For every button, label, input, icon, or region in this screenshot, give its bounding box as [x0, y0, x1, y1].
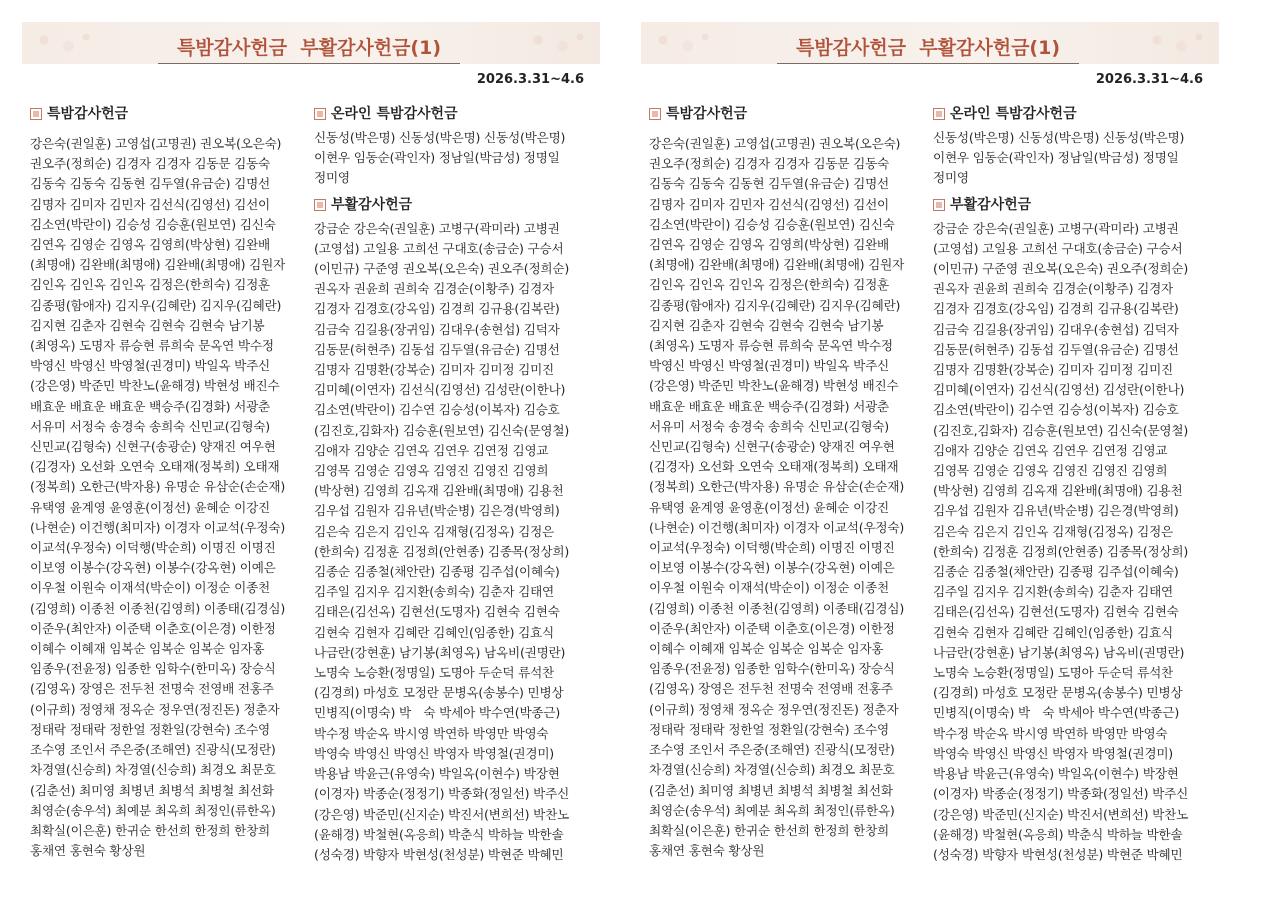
square-bullet-icon [314, 199, 326, 211]
section-heading [933, 195, 1205, 215]
square-bullet-icon [30, 108, 42, 120]
section-heading-label: 부활감사헌금 [331, 196, 413, 213]
section-heading [314, 104, 586, 124]
title-underline [777, 63, 1079, 64]
section-heading-label: 온라인 특밤감사헌금 [950, 106, 1077, 122]
section-heading-label: 온라인 특밤감사헌금 [331, 106, 458, 122]
column-special-night [649, 104, 921, 861]
title-underline [158, 63, 460, 64]
date-range: 2026.3.31~4.6 [1095, 72, 1203, 87]
page-left [18, 0, 618, 909]
donor-list: 강금순 강은숙(권일훈) 고병구(곽미라) 고병권 (고영섭) 고일용 고희선 구대호(송금순) 구승서 (이민규) 구준영 권오복(오은숙) 권오주(정희순) 권옥자 권윤희 권희숙 김경순(이황주) 김경자 김경자 김경호(강옥임) 김경희 김규용(김복란) 김금숙 김길용(장귀임) 김대우(송현섭) 김덕자 김동문(허현주) 김동섭 김두열(유금순) 김명선 김명자 김명환(강복순) 김미자 김미정 김미진 김미혜(이연자) 김선식(김영선) 김성란(이한나) 김소연(박란이) 김수연 김승성(이복자) 김승호 (김진호,김화자) 김승훈(원보연) 김신숙(문영철) 김애자 김양순 김연옥 김연우 김연정 김영교 김영목 김영순 김영옥 김영진 김영진 김영희 (박상현) 김영희 김옥재 김완배(최명애) 김용천 김우섭 김원자 김유년(박순병) 김은경(박영희) 김은숙 김은지 김인옥 김재형(김정옥) 김정은 (한희숙) 김정훈 김정희(안현종) 김종목(정상희) 김종순 김종철(채안란) 김종평 김주섭(이혜숙) 김주일 김지우 김지환(송희숙) 김춘자 김태연 김태은(김선옥) 김현선(도명자) 김현숙 김현숙 김현숙 김현자 김혜란 김혜인(임종한) 김효식 나금란(강현훈) 남기봉(최영옥) 남옥비(권명란) 노명숙 노승환(정명일) 도명아 두순덕 류석찬 (김경희) 마성호 모정란 문병옥(송봉수) 민병상 민병직(이명숙) 박 숙 박세아 박수연(박종근) 박수정 박순옥 박시영 박연하 박영만 박영숙 박영숙 박영신 박영신 박영자 박영철(권경미) 박용남 박윤근(유영숙) 박일옥(이현수) 박장현 (이경자) 박종순(정정기) 박종화(정일선) 박주신 (강은영) 박준민(신지순) 박진서(변희선) 박찬노 (윤해경) 박철현(옥응희) 박춘식 박하늘 박한솔 (성숙경) 박향자 박현성(천성분) 박현준 박혜민 [314, 220, 570, 862]
section-heading [314, 195, 586, 215]
donor-list: 강금순 강은숙(권일훈) 고병구(곽미라) 고병권 (고영섭) 고일용 고희선 구대호(송금순) 구승서 (이민규) 구준영 권오복(오은숙) 권오주(정희순) 권옥자 권윤희 권희숙 김경순(이황주) 김경자 김경자 김경호(강옥임) 김경희 김규용(김복란) 김금숙 김길용(장귀임) 김대우(송현섭) 김덕자 김동문(허현주) 김동섭 김두열(유금순) 김명선 김명자 김명환(강복순) 김미자 김미정 김미진 김미혜(이연자) 김선식(김영선) 김성란(이한나) 김소연(박란이) 김수연 김승성(이복자) 김승호 (김진호,김화자) 김승훈(원보연) 김신숙(문영철) 김애자 김양순 김연옥 김연우 김연정 김영교 김영목 김영순 김영옥 김영진 김영진 김영희 (박상현) 김영희 김옥재 김완배(최명애) 김용천 김우섭 김원자 김유년(박순병) 김은경(박영희) 김은숙 김은지 김인옥 김재형(김정옥) 김정은 (한희숙) 김정훈 김정희(안현종) 김종목(정상희) 김종순 김종철(채안란) 김종평 김주섭(이혜숙) 김주일 김지우 김지환(송희숙) 김춘자 김태연 김태은(김선옥) 김현선(도명자) 김현숙 김현숙 김현숙 김현자 김혜란 김혜인(임종한) 김효식 나금란(강현훈) 남기봉(최영옥) 남옥비(권명란) 노명숙 노승환(정명일) 도명아 두순덕 류석찬 (김경희) 마성호 모정란 문병옥(송봉수) 민병상 민병직(이명숙) 박 숙 박세아 박수연(박종근) 박수정 박순옥 박시영 박연하 박영만 박영숙 박영숙 박영신 박영신 박영자 박영철(권경미) 박용남 박윤근(유영숙) 박일옥(이현수) 박장현 (이경자) 박종순(정정기) 박종화(정일선) 박주신 (강은영) 박준민(신지순) 박진서(변희선) 박찬노 (윤해경) 박철현(옥응희) 박춘식 박하늘 박한솔 (성숙경) 박향자 박현성(천성분) 박현준 박혜민 [933, 220, 1189, 862]
page-right [637, 0, 1237, 909]
column-special-night [30, 104, 302, 861]
column-online-resurrection [933, 104, 1205, 865]
square-bullet-icon [933, 199, 945, 211]
donor-list: 신동성(박은명) 신동성(박은명) 신동성(박은명) 이현우 임동순(곽인자) 정남일(박금성) 정명일 정미영 [314, 130, 566, 186]
square-bullet-icon [933, 108, 945, 120]
section-heading-label: 부활감사헌금 [950, 196, 1032, 213]
donor-list: 신동성(박은명) 신동성(박은명) 신동성(박은명) 이현우 임동순(곽인자) 정남일(박금성) 정명일 정미영 [933, 130, 1185, 186]
square-bullet-icon [314, 108, 326, 120]
donor-list: 강은숙(권일훈) 고영섭(고명권) 권오복(오은숙) 권오주(정희순) 김경자 김경자 김동문 김동숙 김동숙 김동숙 김동현 김두열(유금순) 김명선 김명자 김미자 김민자 김선식(김영선) 김선이 김소연(박란이) 김승성 김승훈(원보연) 김신숙 김연옥 김영순 김영옥 김영희(박상현) 김완배 (최명애) 김완배(최명애) 김완배(최명애) 김원자 김인옥 김인옥 김인옥 김정은(한희숙) 김정훈 김종평(함애자) 김지우(김혜란) 김지우(김혜란) 김지현 김춘자 김현숙 김현숙 김현숙 남기봉 (최영옥) 도명자 류승현 류희숙 문옥연 박수정 박영신 박영신 박영철(권경미) 박일옥 박주신 (강은영) 박준민 박찬노(윤해경) 박현성 배진수 배효운 배효운 배효운 백승주(김경화) 서광춘 서유미 서정숙 송경숙 송희숙 신민교(김형숙) 신민교(김형숙) 신현구(송광순) 양재진 여우현 (김경자) 오선화 오연숙 오태재(정복희) 오태재 (정복희) 오한근(박자용) 유명순 유삼순(손순재) 유택영 윤계영 윤영훈(이정선) 윤혜순 이강진 (나현순) 이건행(최미자) 이경자 이교석(우정숙) 이교석(우정숙) 이덕행(박순희) 이명진 이명진 이보영 이봉수(강옥현) 이봉수(강옥현) 이예은 이우철 이원숙 이재석(박순이) 이정순 이종천 (김영희) 이종천 이종천(김영희) 이종태(김경심) 이준우(최안자) 이준택 이춘호(이은경) 이한정 이혜수 이혜재 임복순 임복순 임복순 임자홍 임종우(전윤정) 임종한 임학수(한미옥) 장승식 (김영옥) 장영은 전두천 전명숙 전영배 전홍주 (이규희) 정영채 정옥순 정우연(정진돈) 정춘자 정태락 정태락 정한얼 정환일(강현숙) 조수영 조수영 조인서 주은중(조해연) 진광식(모정란) 차경열(신승희) 차경열(신승희) 최경오 최문호 (김춘선) 최미영 최병년 최병석 최병철 최선화 최영순(송우석) 최예분 최옥희 최정인(류한옥) 최확실(이은훈) 한귀순 한선희 한정희 한창희 홍채연 홍현숙 황상원 [649, 136, 905, 859]
section-heading-label: 특밤감사헌금 [47, 106, 129, 122]
section-heading-label: 특밤감사헌금 [666, 106, 748, 122]
square-bullet-icon [649, 108, 661, 120]
donor-list: 강은숙(권일훈) 고영섭(고명권) 권오복(오은숙) 권오주(정희순) 김경자 김경자 김동문 김동숙 김동숙 김동숙 김동현 김두열(유금순) 김명선 김명자 김미자 김민자 김선식(김영선) 김선이 김소연(박란이) 김승성 김승훈(원보연) 김신숙 김연옥 김영순 김영옥 김영희(박상현) 김완배 (최명애) 김완배(최명애) 김완배(최명애) 김원자 김인옥 김인옥 김인옥 김정은(한희숙) 김정훈 김종평(함애자) 김지우(김혜란) 김지우(김혜란) 김지현 김춘자 김현숙 김현숙 김현숙 남기봉 (최영옥) 도명자 류승현 류희숙 문옥연 박수정 박영신 박영신 박영철(권경미) 박일옥 박주신 (강은영) 박준민 박찬노(윤해경) 박현성 배진수 배효운 배효운 배효운 백승주(김경화) 서광춘 서유미 서정숙 송경숙 송희숙 신민교(김형숙) 신민교(김형숙) 신현구(송광순) 양재진 여우현 (김경자) 오선화 오연숙 오태재(정복희) 오태재 (정복희) 오한근(박자용) 유명순 유삼순(손순재) 유택영 윤계영 윤영훈(이정선) 윤혜순 이강진 (나현순) 이건행(최미자) 이경자 이교석(우정숙) 이교석(우정숙) 이덕행(박순희) 이명진 이명진 이보영 이봉수(강옥현) 이봉수(강옥현) 이예은 이우철 이원숙 이재석(박순이) 이정순 이종천 (김영희) 이종천 이종천(김영희) 이종태(김경심) 이준우(최안자) 이준택 이춘호(이은경) 이한정 이혜수 이혜재 임복순 임복순 임복순 임자홍 임종우(전윤정) 임종한 임학수(한미옥) 장승식 (김영옥) 장영은 전두천 전명숙 전영배 전홍주 (이규희) 정영채 정옥순 정우연(정진돈) 정춘자 정태락 정태락 정한얼 정환일(강현숙) 조수영 조수영 조인서 주은중(조해연) 진광식(모정란) 차경열(신승희) 차경열(신승희) 최경오 최문호 (김춘선) 최미영 최병년 최병석 최병철 최선화 최영순(송우석) 최예분 최옥희 최정인(류한옥) 최확실(이은훈) 한귀순 한선희 한정희 한창희 홍채연 홍현숙 황상원 [30, 136, 286, 859]
section-heading [30, 104, 302, 124]
date-range: 2026.3.31~4.6 [476, 72, 584, 87]
column-online-resurrection [314, 104, 586, 865]
section-heading [649, 104, 921, 124]
page-title: 특밤감사헌금 부활감사헌금(1) [176, 37, 442, 59]
page-title: 특밤감사헌금 부활감사헌금(1) [795, 37, 1061, 59]
section-heading [933, 104, 1205, 124]
